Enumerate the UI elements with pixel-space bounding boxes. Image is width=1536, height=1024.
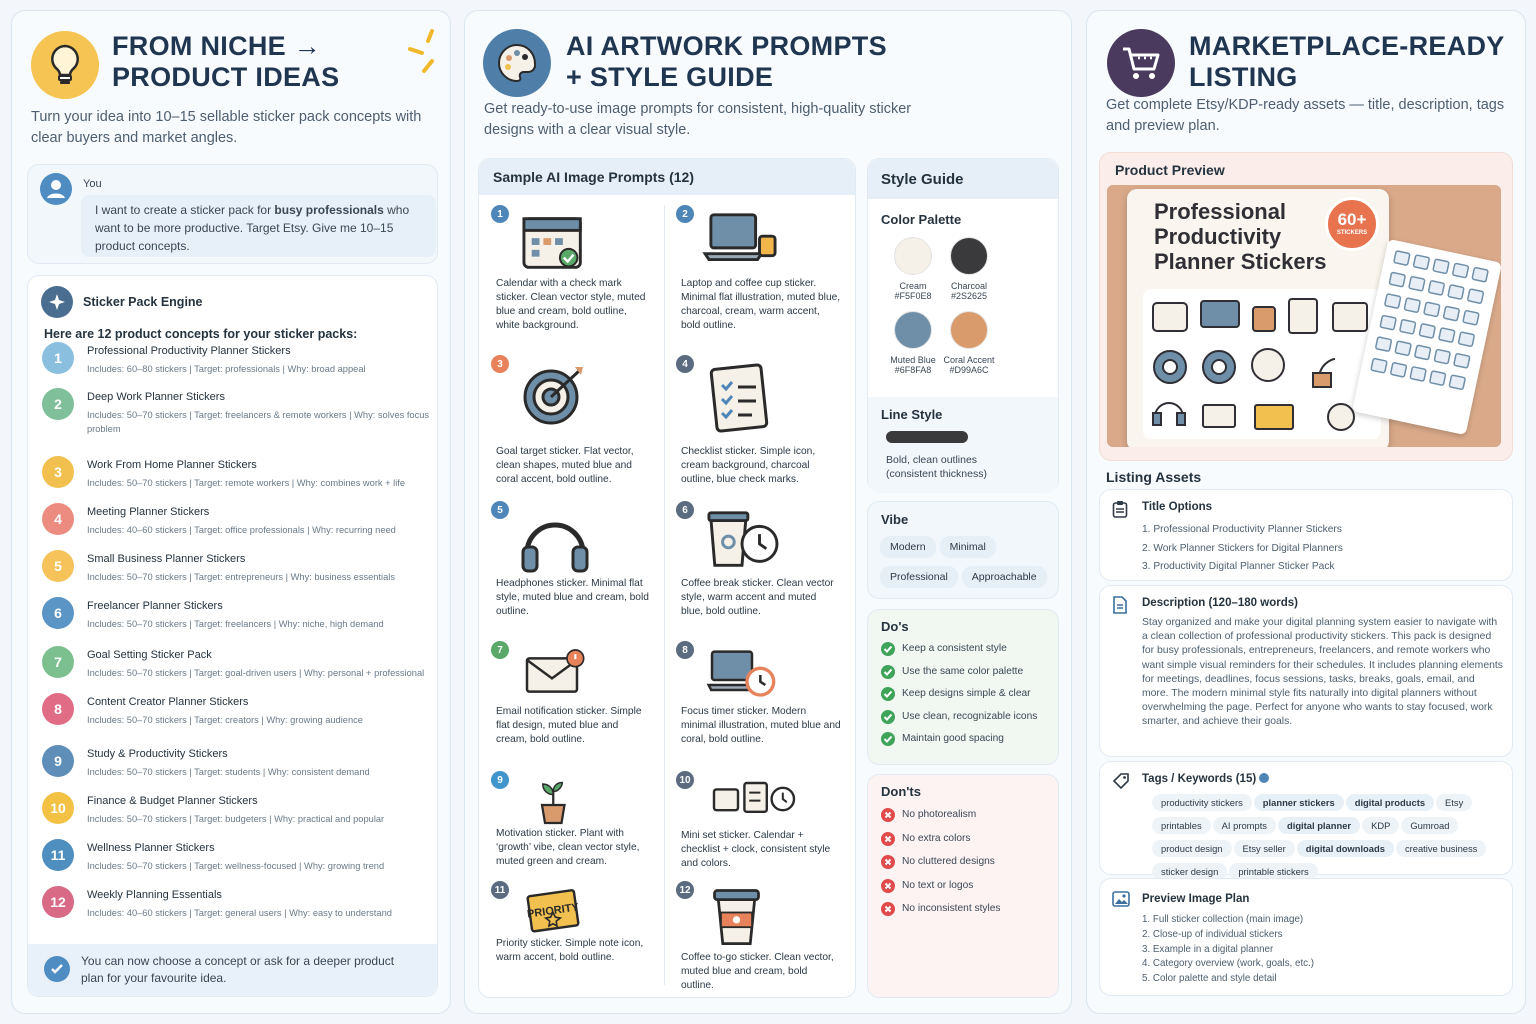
- concept-detail: Includes: 50–70 stickers | Target: budgeters | Why: practical and popular: [87, 814, 385, 824]
- clipboard-icon: [1112, 500, 1128, 518]
- keyword-tag[interactable]: digital planner: [1278, 817, 1360, 834]
- cross-icon: [881, 902, 895, 916]
- concept-detail: Includes: 50–70 stickers | Target: wellness-focused | Why: growing trend: [87, 861, 385, 871]
- preview-plan-card: [1099, 878, 1513, 996]
- cross-icon: [881, 879, 895, 893]
- tags-list: [1152, 793, 1512, 885]
- concept-item[interactable]: [42, 342, 427, 386]
- concept-title: Work From Home Planner Stickers: [87, 459, 257, 471]
- spark-decoration: [404, 27, 444, 87]
- prompt-item[interactable]: [491, 355, 661, 495]
- assets-label: Listing Assets: [1106, 469, 1202, 485]
- color-swatch[interactable]: [882, 311, 944, 381]
- concept-title: Meeting Planner Stickers: [87, 506, 210, 518]
- color-swatch[interactable]: [938, 311, 1000, 381]
- title-options-list: [1142, 521, 1343, 577]
- concept-title: Content Creator Planner Stickers: [87, 696, 249, 708]
- concept-item[interactable]: [42, 388, 430, 434]
- message-text: I want to create a sticker pack for: [95, 203, 275, 217]
- concept-number-badge: 9: [42, 745, 74, 777]
- sticker-collection: [1143, 289, 1381, 439]
- concept-title: Weekly Planning Essentials: [87, 889, 222, 901]
- concept-title: Freelancer Planner Stickers: [87, 600, 223, 612]
- check-icon: [881, 732, 895, 746]
- concept-detail: Includes: 50–70 stickers | Target: goal-driven users | Why: personal + professional: [87, 668, 425, 678]
- plan-list: [1142, 913, 1314, 987]
- badge-number: 60+: [1337, 210, 1367, 229]
- concept-detail: Includes: 50–70 stickers | Target: freelancers | Why: niche, high demand: [87, 619, 384, 629]
- image-icon: [1112, 891, 1130, 907]
- calendar-check-icon: [517, 209, 637, 285]
- info-icon: [1259, 773, 1269, 783]
- sticker-count-badge: [1325, 197, 1379, 251]
- keyword-tag[interactable]: KDP: [1362, 817, 1399, 834]
- cross-icon: [881, 855, 895, 869]
- focus-timer-icon: [702, 645, 822, 711]
- vibe-tag[interactable]: Modern: [880, 536, 936, 558]
- engine-footer: [28, 944, 437, 996]
- badge-word: STICKERS: [1336, 230, 1368, 236]
- concept-detail: Includes: 40–60 stickers | Target: general users | Why: easy to understand: [87, 908, 392, 918]
- chat-user-message: [27, 164, 438, 264]
- concept-title: Study & Productivity Stickers: [87, 748, 228, 760]
- palette-label: Color Palette: [881, 212, 962, 227]
- concept-title: Wellness Planner Stickers: [87, 842, 215, 854]
- keyword-tag[interactable]: printable stickers: [1229, 863, 1317, 880]
- prompt-text: Priority sticker. Simple note icon, warm accent, bold outline.: [496, 938, 644, 963]
- keyword-tag[interactable]: product design: [1152, 840, 1232, 857]
- cross-icon: [881, 808, 895, 822]
- check-icon: [881, 665, 895, 679]
- vibe-label: Vibe: [881, 512, 909, 527]
- priority-word: PRIORITY: [526, 901, 580, 921]
- prompts-panel: [464, 10, 1072, 1014]
- prompt-text: Coffee to-go sticker. Clean vector, muted blue and cream, bold outline.: [681, 952, 834, 991]
- concept-title: Deep Work Planner Stickers: [87, 391, 225, 403]
- prompt-item[interactable]: [491, 205, 661, 345]
- dont-text: No photorealism: [902, 809, 977, 820]
- prompt-number: 6: [676, 501, 694, 519]
- plant-icon: [517, 775, 637, 835]
- prompt-item[interactable]: [676, 501, 846, 641]
- concept-item[interactable]: [42, 456, 427, 500]
- keyword-tag[interactable]: planner stickers: [1254, 794, 1344, 811]
- keyword-tag[interactable]: creative business: [1396, 840, 1486, 857]
- keyword-tag[interactable]: Etsy seller: [1234, 840, 1295, 857]
- dos-label: Do's: [881, 619, 909, 634]
- concept-detail: Includes: 40–60 stickers | Target: office professionals | Why: recurring need: [87, 525, 396, 535]
- prompts-card: [478, 158, 856, 998]
- description-card: [1099, 585, 1513, 757]
- concept-number-badge: 10: [42, 792, 74, 824]
- tags-card: [1099, 761, 1513, 875]
- concept-detail: Includes: 50–70 stickers | Target: entrepreneurs | Why: business essentials: [87, 572, 395, 582]
- dont-text: No text or logos: [902, 879, 974, 891]
- vibe-tag[interactable]: Approachable: [962, 566, 1047, 588]
- tags-label: [1142, 773, 1269, 785]
- prompt-number: 3: [491, 355, 509, 373]
- concept-item[interactable]: [42, 646, 427, 690]
- check-icon: [881, 687, 895, 701]
- concept-detail: Includes: 50–70 stickers | Target: students | Why: consistent demand: [87, 767, 370, 777]
- concept-title: Professional Productivity Planner Stickers: [87, 345, 291, 357]
- line-style-desc: Bold, clean outlines (consistent thickness): [886, 454, 987, 480]
- concept-number-badge: 1: [42, 342, 74, 374]
- prompt-number: 11: [491, 881, 509, 899]
- prompt-number: 2: [676, 205, 694, 223]
- prompt-text: Focus timer sticker. Modern minimal illustration, muted blue and coral, bold outline.: [681, 706, 841, 745]
- prompt-number: 4: [676, 355, 694, 373]
- keyword-tag[interactable]: digital products: [1346, 794, 1434, 811]
- concept-number-badge: 11: [42, 839, 74, 871]
- keyword-tag[interactable]: Gumroad: [1401, 817, 1458, 834]
- concept-item[interactable]: [42, 550, 427, 594]
- donts-card: [867, 774, 1059, 998]
- prompt-text: Coffee break sticker. Clean vector style, warm accent and muted blue, bold outline.: [681, 578, 834, 617]
- coffee-to-go-icon: [702, 885, 822, 957]
- style-guide-card: [867, 158, 1059, 492]
- engine-icon: [41, 286, 73, 318]
- swatch-circle: [894, 237, 932, 275]
- prompt-text: Laptop and coffee cup sticker. Minimal flat illustration, muted blue, charcoal, cream, warm accent, bold outline.: [681, 278, 841, 331]
- engine-name: Sticker Pack Engine: [83, 295, 203, 309]
- prompt-item[interactable]: [676, 205, 846, 345]
- message-text-end: who want to be more productive. Target Etsy. Give me 10–15 product concepts.: [95, 203, 410, 253]
- footer-text: You can now choose a concept or ask for a deeper product plan for your favourite idea.: [81, 954, 395, 985]
- concept-item[interactable]: [42, 792, 427, 836]
- swatch-hex: #F5F0E8: [894, 291, 932, 301]
- concept-number-badge: 2: [42, 388, 74, 420]
- swatch-name: Charcoal: [950, 281, 988, 291]
- sticker-engine-card: [27, 275, 438, 997]
- niche-panel: [11, 10, 451, 1014]
- color-swatch[interactable]: [938, 237, 1000, 307]
- dont-text: No extra colors: [902, 832, 971, 844]
- keyword-tag[interactable]: printables: [1152, 817, 1211, 834]
- prompt-text: Motivation sticker. Plant with ‘growth’ vibe, clean vector style, muted green and cream.: [496, 828, 640, 867]
- do-text: Use the same color palette: [902, 665, 1024, 677]
- concept-item[interactable]: [42, 886, 427, 930]
- vibe-card: [867, 501, 1059, 599]
- description-text: Stay organized and make your digital planning system easier to navigate with a clean collection of professional productivity stickers. This pack is designed for busy professionals, entrepreneurs, freelancers, and remote workers who want simple visual reminders for their schedules. It includes planning elements for meetings, deadlines, focus sessions, tasks, breaks, goals, email, and more. The modern minimal style fits naturally into digital planners without overwhelming the page. Perfect for anyone who wants to stay focused, work smarter, and achieve their goals.: [1142, 617, 1503, 728]
- concept-item[interactable]: [42, 693, 427, 737]
- concept-number-badge: 12: [42, 886, 74, 918]
- plan-item: 3. Example in a digital planner: [1142, 943, 1274, 955]
- prompt-item[interactable]: [491, 501, 661, 641]
- title-option[interactable]: 1. Professional Productivity Planner Stickers: [1142, 524, 1342, 535]
- swatch-name: Muted Blue: [890, 355, 936, 365]
- concept-item[interactable]: [42, 745, 427, 789]
- style-guide-title: Style Guide: [881, 171, 964, 188]
- do-text: Keep a consistent style: [902, 643, 1007, 654]
- prompt-number: 12: [676, 881, 694, 899]
- prompts-title: AI ARTWORK PROMPTS + STYLE GUIDE: [566, 31, 887, 92]
- dos-card: [867, 609, 1059, 765]
- concept-number-badge: 5: [42, 550, 74, 582]
- swatch-hex: #2S2625: [950, 291, 988, 301]
- concept-item[interactable]: [42, 503, 427, 547]
- sticker-icons-art: [1143, 289, 1381, 439]
- prompt-number: 1: [491, 205, 509, 223]
- do-text: Use clean, recognizable icons: [902, 710, 1038, 722]
- prompts-header: Sample AI Image Prompts (12): [493, 169, 694, 185]
- concept-number-badge: 7: [42, 646, 74, 678]
- vibe-tag[interactable]: Professional: [880, 566, 958, 588]
- concept-number-badge: 4: [42, 503, 74, 535]
- swatch-hex: #6F8FA8: [894, 365, 932, 375]
- prompt-text: Calendar with a check mark sticker. Clean vector style, muted blue and cream, bold outline, white background.: [496, 278, 646, 331]
- user-avatar: [40, 173, 72, 205]
- goal-target-icon: [517, 359, 637, 441]
- title-option[interactable]: 3. Productivity Digital Planner Sticker Pack: [1142, 561, 1335, 572]
- user-message-bubble: [81, 195, 436, 257]
- mini-set-icon: [702, 775, 822, 821]
- check-circle-icon: [44, 956, 70, 982]
- laptop-coffee-icon: [702, 209, 822, 285]
- keyword-tag[interactable]: digital downloads: [1297, 840, 1394, 857]
- preview-image: [1107, 185, 1501, 447]
- swatch-circle: [894, 311, 932, 349]
- coffee-break-icon: [702, 505, 822, 581]
- prompt-number: 7: [491, 641, 509, 659]
- swatch-circle: [950, 237, 988, 275]
- prompt-item[interactable]: [491, 881, 661, 1014]
- concept-item[interactable]: [42, 839, 427, 883]
- concept-detail: Includes: 50–70 stickers | Target: remote workers | Why: combines work + life: [87, 478, 406, 488]
- prompt-text: Mini set sticker. Calendar + checklist + clock, consistent style and colors.: [681, 830, 831, 869]
- title-option[interactable]: 2. Work Planner Stickers for Digital Planners: [1142, 542, 1343, 554]
- listing-subtitle: Get complete Etsy/KDP-ready assets — title, description, tags and preview plan.: [1106, 97, 1505, 134]
- concept-number-badge: 3: [42, 456, 74, 488]
- do-text: Maintain good spacing: [902, 733, 1004, 744]
- check-icon: [881, 710, 895, 724]
- color-swatch[interactable]: [882, 237, 944, 307]
- listing-title: MARKETPLACE-READY LISTING: [1189, 31, 1505, 92]
- dont-text: No inconsistent styles: [902, 903, 1001, 914]
- prompt-text: Checklist sticker. Simple icon, cream background, charcoal outline, blue check marks.: [681, 446, 816, 485]
- swatch-circle: [950, 311, 988, 349]
- lightbulb-icon: [31, 31, 99, 99]
- plan-item: 1. Full sticker collection (main image): [1142, 914, 1304, 925]
- vibe-tag[interactable]: Minimal: [940, 536, 996, 558]
- do-text: Keep designs simple & clear: [902, 688, 1031, 699]
- concept-item[interactable]: [42, 597, 427, 641]
- concept-number-badge: 8: [42, 693, 74, 725]
- niche-title: FROM NICHE → PRODUCT IDEAS: [112, 31, 340, 92]
- prompt-number: 5: [491, 501, 509, 519]
- swatch-name: Coral Accent: [943, 355, 995, 365]
- plan-item: 4. Category overview (work, goals, etc.): [1142, 958, 1315, 970]
- message-bold: busy professionals: [274, 203, 384, 217]
- swatch-name: Cream: [899, 281, 927, 291]
- donts-label: Don'ts: [881, 784, 921, 799]
- headphones-icon: [517, 505, 637, 587]
- palette-icon: [483, 29, 551, 97]
- dont-text: No cluttered designs: [902, 856, 995, 867]
- concept-title: Finance & Budget Planner Stickers: [87, 795, 258, 807]
- product-preview-card: [1099, 152, 1513, 461]
- plan-item: 2. Close-up of individual stickers: [1142, 928, 1283, 940]
- plan-label: Preview Image Plan: [1142, 893, 1250, 905]
- title-options-label: Title Options: [1142, 501, 1213, 513]
- cross-icon: [881, 832, 895, 846]
- keyword-tag[interactable]: Etsy: [1436, 794, 1472, 811]
- title-options-card: [1099, 489, 1513, 581]
- keyword-tag[interactable]: AI prompts: [1213, 817, 1276, 834]
- prompt-number: 8: [676, 641, 694, 659]
- keyword-tag[interactable]: sticker design: [1152, 863, 1227, 880]
- prompt-item[interactable]: [676, 641, 846, 781]
- tag-icon: [1112, 772, 1130, 790]
- description-label: Description (120–180 words): [1142, 597, 1298, 609]
- email-notification-icon: [517, 645, 637, 711]
- document-icon: [1112, 596, 1128, 614]
- plan-item: 5. Color palette and style detail: [1142, 973, 1277, 985]
- check-icon: [881, 642, 895, 656]
- prompt-text: Email notification sticker. Simple flat design, muted blue and cream, bold outline.: [496, 706, 642, 745]
- prompt-item[interactable]: [676, 881, 846, 1014]
- prompt-item[interactable]: [491, 641, 661, 781]
- prompts-subtitle: Get ready-to-use image prompts for consistent, high-quality sticker designs with a clear visual style.: [484, 101, 912, 138]
- concept-detail: Includes: 50–70 stickers | Target: freelancers & remote workers | Why: solves focus problem: [87, 410, 430, 434]
- concept-title: Small Business Planner Stickers: [87, 553, 246, 565]
- prompt-text: Headphones sticker. Minimal flat style, muted blue and cream, bold outline.: [496, 578, 649, 617]
- keyword-tag[interactable]: productivity stickers: [1152, 794, 1252, 811]
- checklist-icon: [702, 359, 822, 441]
- concept-detail: Includes: 50–70 stickers | Target: creators | Why: growing audience: [87, 715, 363, 725]
- prompt-number: 9: [491, 771, 509, 789]
- concept-number-badge: 6: [42, 597, 74, 629]
- listing-panel: [1086, 10, 1526, 1014]
- prompt-number: 10: [676, 771, 694, 789]
- shopping-cart-icon: [1107, 29, 1175, 97]
- preview-product-title: Professional Productivity Planner Stickers: [1154, 199, 1327, 274]
- concept-title: Goal Setting Sticker Pack: [87, 649, 212, 661]
- engine-intro: Here are 12 product concepts for your sticker packs:: [44, 327, 358, 341]
- line-style-sample: [886, 431, 968, 443]
- tags-label-text: Tags / Keywords (15): [1142, 773, 1257, 785]
- preview-label: Product Preview: [1115, 162, 1225, 178]
- vibe-tags: [880, 536, 1055, 596]
- prompt-item[interactable]: [676, 355, 846, 495]
- swatch-hex: #D99A6C: [949, 365, 989, 375]
- prompt-text: Goal target sticker. Flat vector, clean shapes, muted blue and coral accent, bold outline.: [496, 446, 634, 485]
- user-label: You: [83, 178, 102, 190]
- line-style-label: Line Style: [881, 407, 943, 422]
- niche-subtitle: Turn your idea into 10–15 sellable sticker pack concepts with clear buyers and market angles.: [31, 109, 422, 146]
- concept-detail: Includes: 60–80 stickers | Target: professionals | Why: broad appeal: [87, 364, 366, 374]
